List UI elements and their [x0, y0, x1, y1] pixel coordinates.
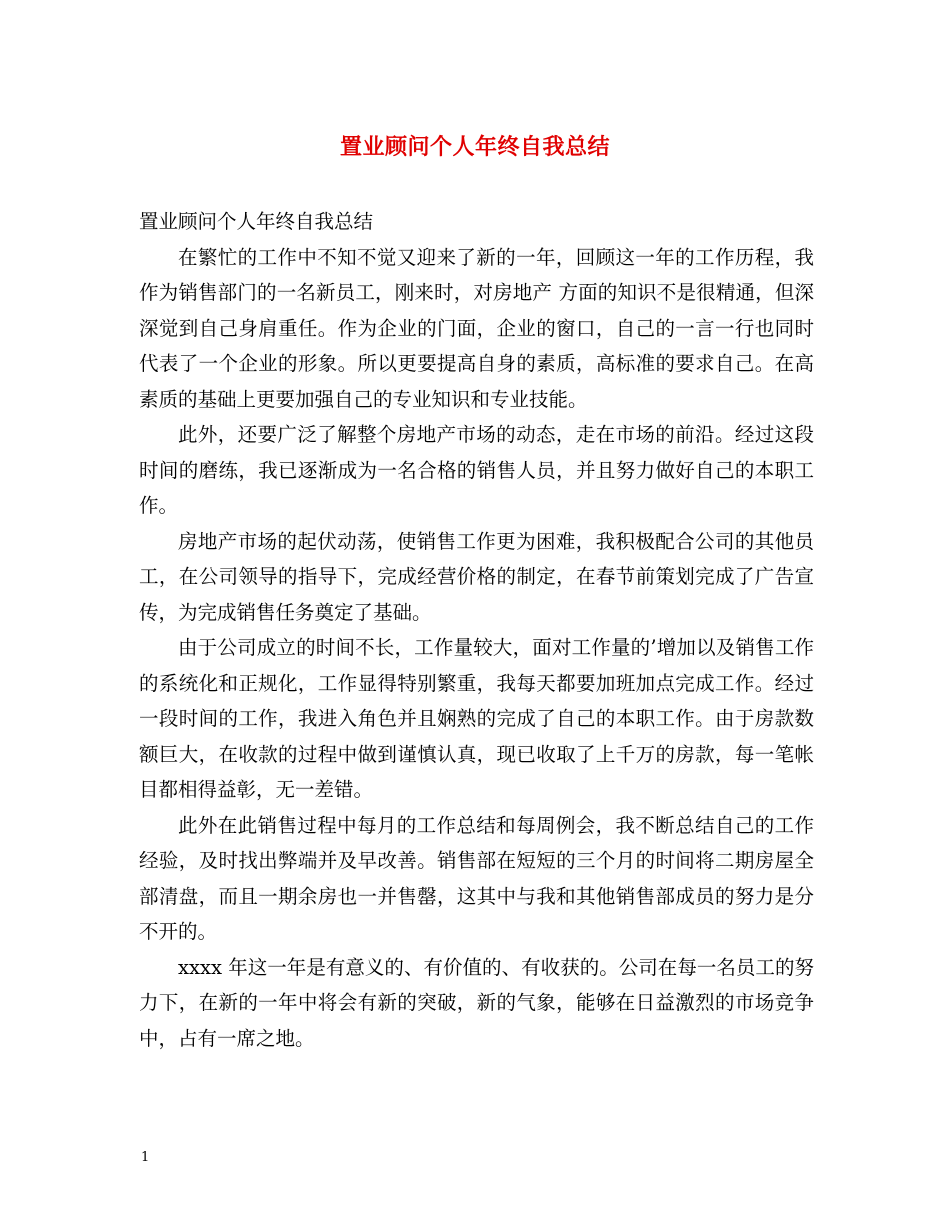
paragraph-6: xxxx 年这一年是有意义的、有价值的、有收获的。公司在每一名员工的努力下，在新的一年中将会有新的突破，新的气象，能够在日益激烈的市场竞争中，占有一席之地。	[139, 955, 814, 1050]
paragraph-4: 由于公司成立的时间不长，工作量较大，面对工作量的’增加以及销售工作的系统化和正规化，工作显得特别繁重，我每天都要加班加点完成工作。经过一段时间的工作，我进入角色并且娴熟的完成了自己的本职工作。由于房款数额巨大，在收款的过程中做到谨慎认真，现已收取了上千万的房款，每一笔帐目都相得益彰，无一差错。	[139, 636, 814, 801]
document-body	[139, 204, 814, 1056]
document-subtitle: 置业顾问个人年终自我总结	[139, 210, 374, 233]
paragraph-5: 此外在此销售过程中每月的工作总结和每周例会，我不断总结自己的工作经验，及时找出弊端并及早改善。销售部在短短的三个月的时间将二期房屋全部清盘，而且一期余房也一并售罄，这其中与我和其他销售部成员的努力是分不开的。	[139, 813, 814, 943]
paragraph-2: 此外，还要广泛了解整个房地产市场的动态，走在市场的前沿。经过这段时间的磨练，我已逐渐成为一名合格的销售人员，并且努力做好自己的本职工作。	[139, 423, 814, 517]
paragraph-1: 在繁忙的工作中不知不觉又迎来了新的一年，回顾这一年的工作历程，我作为销售部门的一名新员工，刚来时，对房地产 方面的知识不是很精通，但深深觉到自己身肩重任。作为企业的门面，企业的窗口，自己的一言一行也同时代表了一个企业的形象。所以更要提高自身的素质，高标准的要求自己。在高素质的基础上更要加强自己的专业知识和专业技能。	[139, 245, 814, 411]
document-title: 置业顾问个人年终自我总结	[339, 134, 610, 160]
page-number: 1	[141, 1150, 150, 1165]
paragraph-3: 房地产市场的起伏动荡，使销售工作更为困难，我积极配合公司的其他员工，在公司领导的指导下，完成经营价格的制定，在春节前策划完成了广告宣传，为完成销售任务奠定了基础。	[139, 529, 814, 624]
